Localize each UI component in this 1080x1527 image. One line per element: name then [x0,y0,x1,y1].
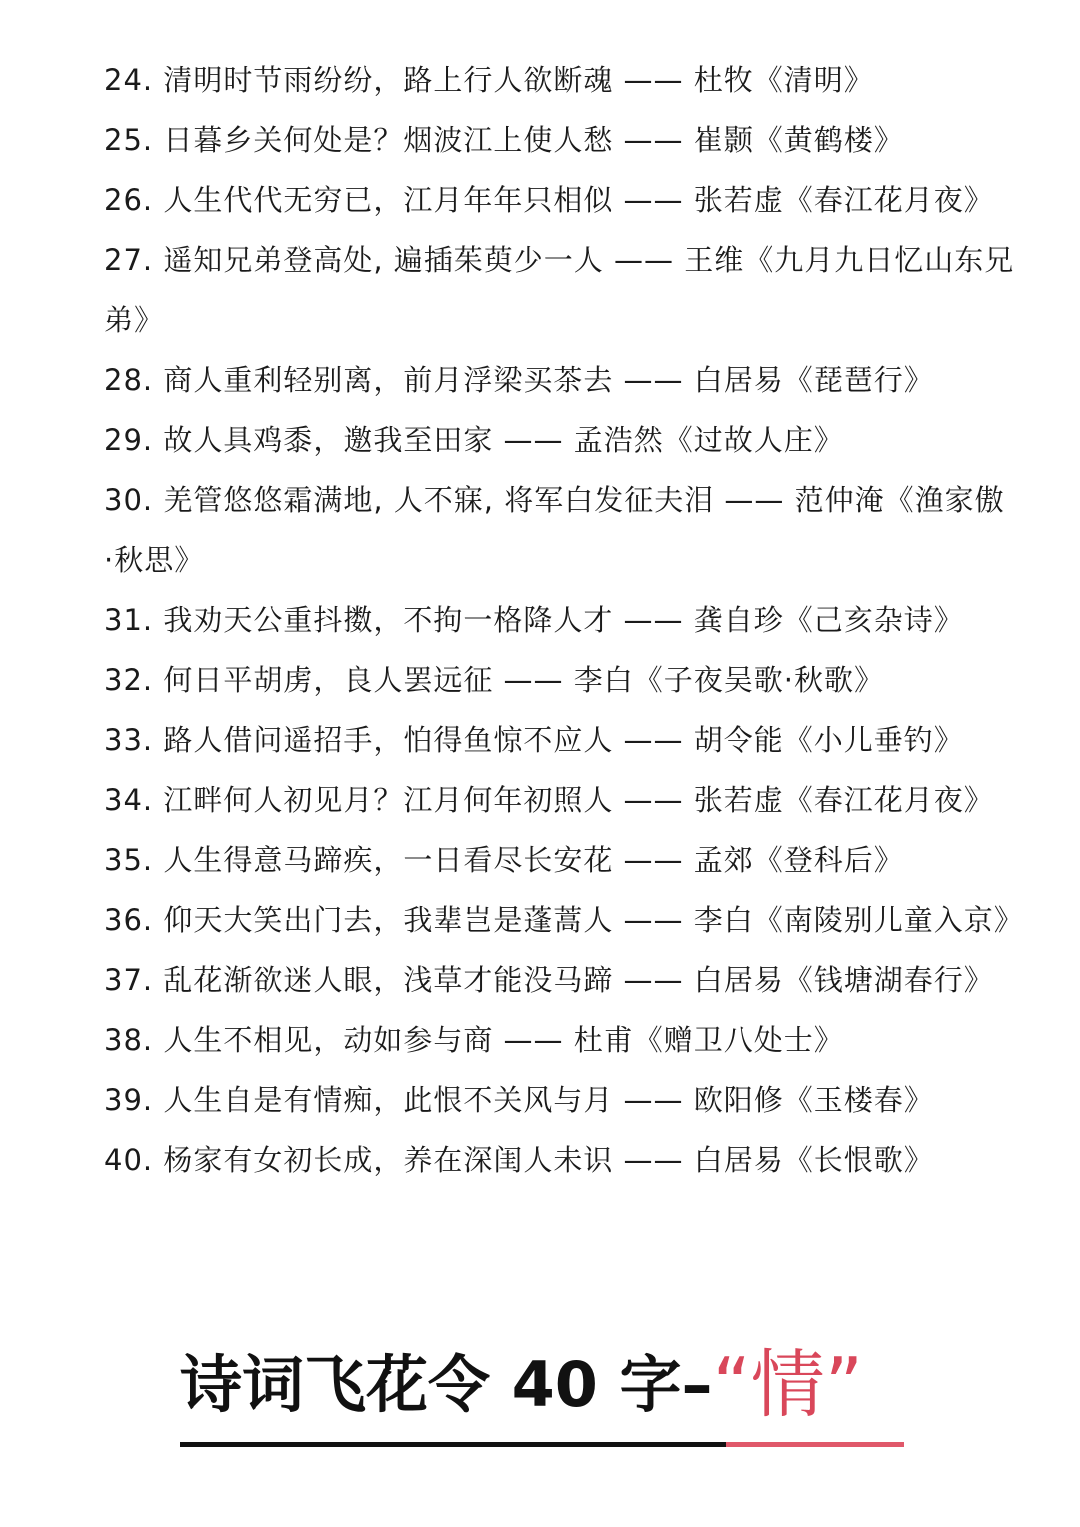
poem-line-31: 31. 我劝天公重抖擞，不拘一格降人才 —— 龚自珍《己亥杂诗》 [104,603,964,637]
poem-line-26: 26. 人生代代无穷已，江月年年只相似 —— 张若虚《春江花月夜》 [104,183,994,217]
poem-line-34: 34. 江畔何人初见月？江月何年初照人 —— 张若虚《春江花月夜》 [104,783,994,817]
poem-line-32: 32. 何日平胡虏，良人罢远征 —— 李白《子夜吴歌·秋歌》 [104,663,884,697]
title-underline-red [726,1442,904,1447]
poem-line-40: 40. 杨家有女初长成，养在深闺人未识 —— 白居易《长恨歌》 [104,1143,934,1177]
poem-line-27: 27. 遥知兄弟登高处, 遍插茱萸少一人 —— 王维《九月九日忆山东兄 [104,243,1015,277]
poem-line-28: 28. 商人重利轻别离，前月浮梁买茶去 —— 白居易《琵琶行》 [104,363,934,397]
poem-line-30-continued: ·秋思》 [104,543,205,577]
poem-line-30: 30. 羌管悠悠霜满地, 人不寐, 将军白发征夫泪 —— 范仲淹《渔家傲 [104,483,1005,517]
footer-title [180,1330,863,1440]
poem-line-35: 35. 人生得意马蹄疾，一日看尽长安花 —— 孟郊《登科后》 [104,843,904,877]
poem-line-25: 25. 日暮乡关何处是？烟波江上使人愁 —— 崔颢《黄鹤楼》 [104,123,904,157]
poem-line-27-continued: 弟》 [104,303,165,337]
footer-title-main: 诗词飞花令 40 字– [180,1348,713,1421]
poem-line-36: 36. 仰天大笑出门去，我辈岂是蓬蒿人 —— 李白《南陵别儿童入京》 [104,903,1024,937]
poem-line-24: 24. 清明时节雨纷纷，路上行人欲断魂 —— 杜牧《清明》 [104,63,874,97]
poem-list [104,50,1024,1190]
poem-line-39: 39. 人生自是有情痴，此恨不关风与月 —— 欧阳修《玉楼春》 [104,1083,934,1117]
poem-line-38: 38. 人生不相见，动如参与商 —— 杜甫《赠卫八处士》 [104,1023,844,1057]
poem-line-37: 37. 乱花渐欲迷人眼，浅草才能没马蹄 —— 白居易《钱塘湖春行》 [104,963,994,997]
poem-line-33: 33. 路人借问遥招手，怕得鱼惊不应人 —— 胡令能《小儿垂钓》 [104,723,964,757]
poem-line-29: 29. 故人具鸡黍，邀我至田家 —— 孟浩然《过故人庄》 [104,423,844,457]
footer-title-accent: “情” [712,1342,864,1428]
title-underline-black [180,1442,726,1447]
